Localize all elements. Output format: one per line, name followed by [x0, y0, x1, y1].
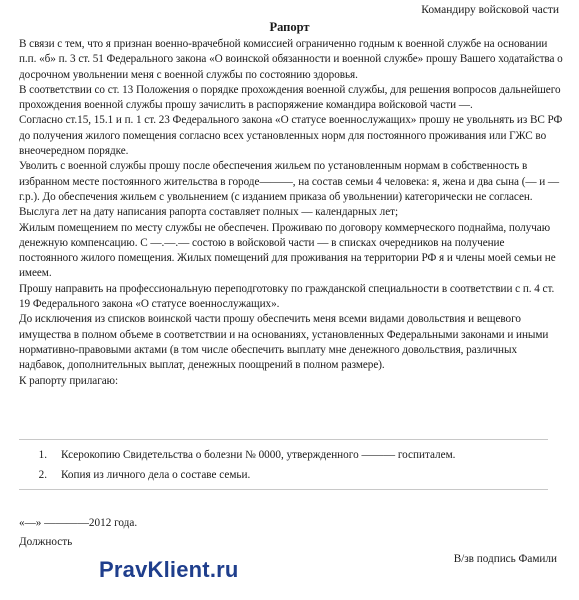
list-item-number: 2. [38, 469, 47, 481]
date-line: «—» ————2012 года. [19, 517, 138, 529]
paragraph: До исключения из списков воинской части прошу обеспечить меня всеми видами довольствия и вещевого имущества в полном объеме в соответствии и на основаниях, установленных Федеральными законами и иными нормативно-правовыми актами (в том числе обеспечить выплату мне денежного довольствия, различных надбавок, дополнительных выплат, денежных поощрений в полном размере). [19, 313, 549, 372]
list-item-number: 1. [38, 449, 47, 461]
paragraph: В связи с тем, что я признан военно-врачебной комиссией ограниченно годным к военной службе на основании п.п. «б» п. 3 ст. 51 Федерального закона «О воинской обязанности и военной службе» прошу Вашего ходатайства о досрочном увольнении меня с военной службы по состоянию здоровья. [19, 38, 563, 81]
list-item [19, 465, 548, 485]
list-item-text: Копия из личного дела о составе семьи. [61, 469, 251, 481]
paragraph: Выслуга лет на дату написания рапорта составляет полных — календарных лет; [19, 206, 399, 219]
attachments-heading: К рапорту прилагаю: [19, 374, 119, 387]
paragraph: Согласно ст.15, 15.1 и п. 1 ст. 23 Федерального закона «О статусе военнослужащих» прошу не увольнять из ВС РФ до получения жилого помещения согласно всех установленных норм для постоянного проживания или ГЖС во внеочередном порядке. [19, 114, 563, 158]
position-label: Должность [19, 536, 73, 548]
paragraph: Прошу направить на профессиональную переподготовку по гражданской специальности в соответствии с п. 4 ст. 19 Федерального закона «О статусе военнослужащих». [19, 282, 555, 311]
document-body [19, 37, 564, 389]
attachments-list [19, 439, 548, 490]
paragraph: Уволить с военной службы прошу после обеспечения жильем по установленным нормам в собственность в избранном месте постоянного жительства в городе———, на состав семьи 4 человека: я, жена и два сына (— и — г.р.). До обеспечения жильем с увольнением (с изданием приказа об увольнении) категорически не согласен. [19, 160, 560, 203]
paragraph: В соответствии со ст. 13 Положения о порядке прохождения военной службы, для решения вопросов дальнейшего прохождения военной службы прошу зачислить в распоряжение командира войсковой части —. [19, 83, 561, 112]
document-title: Рапорт [269, 20, 310, 34]
list-item [19, 445, 548, 465]
list-item-text: Ксерокопию Свидетельства о болезни № 0000, утвержденного ——— госпиталем. [61, 449, 456, 461]
signature-line: В/зв подпись Фамили [453, 553, 557, 565]
addressee: Командиру войсковой части [421, 4, 559, 16]
paragraph: Жилым помещением по месту службы не обеспечен. Проживаю по договору коммерческого поднайма, получаю денежную компенсацию. С —.—.— состою в войсковой части — в списках очередников на получение постоянного жилого помещения. Жилых помещений для проживания на территории РФ я и члены моей семьи не имеем. [19, 221, 556, 280]
site-watermark: PravKlient.ru [99, 557, 239, 582]
